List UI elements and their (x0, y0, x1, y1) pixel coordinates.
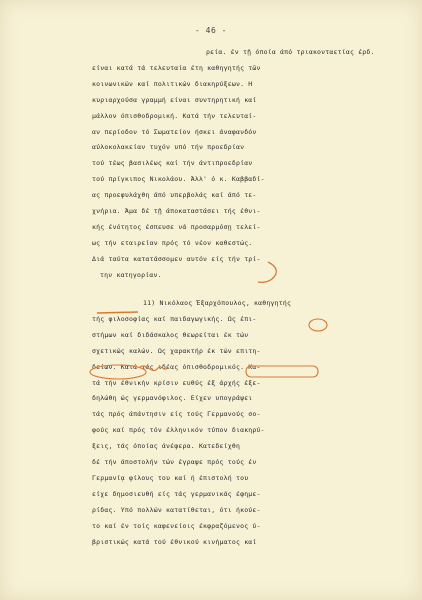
text-line: 11) Νικόλαος Έξαρχόπουλος, καθηγητής (143, 299, 292, 307)
text-line: είχε δημοσιευθή είς τάς γερμανικάς έφημε- (92, 489, 261, 498)
text-line: δείων. Κατά τάς ιδέας όπισθοδρομικός. Κα- (92, 362, 261, 371)
text-line: ρεία. έν τῇ όποία άπό τριακονταετίας έρδ. (206, 48, 375, 56)
text-line: φούς καί πρός τόν έλληνικόν τύπον διακηρύ- (92, 426, 265, 435)
annotation-circle-1 (309, 319, 327, 331)
page-number: - 46 - (195, 26, 227, 35)
text-line: τάς πρός άπάντησιν είς τούς Γερμανούς σο- (92, 410, 261, 419)
text-line: σχετικώς καλών. Ως χαρακτήρ έκ τών επιτη- (92, 346, 261, 355)
text-line: κής ένότητος έσπευσε νά προσαρμόσῃ τελεί- (92, 222, 261, 231)
text-line: ξεις, τάς όποίας άνέφερα. Κατεδείχθη (92, 442, 241, 451)
text-line: τά τήν έθνικήν κρίσιν ευθύς έξ άρχής έξε- (92, 378, 261, 387)
text-line: κοινωνικών καί πολιτικών διακηρύξεων. Η (92, 79, 253, 88)
text-line: αν περίοδον τό Σωματείον ήσκει άναφανδόν (92, 127, 257, 136)
text-line: χνήρια. Άμα δέ τῇ άποκαταστάσει τής έθνι- (92, 207, 261, 215)
text-line: την κατηγορίαν. (100, 270, 162, 279)
text-line: τής φιλοσοφίας καί παιδαγωγικής. Ως έπι- (92, 314, 257, 323)
text-line: τού τέως βασιλέως καί τήν άντιπροεδρίαν (92, 159, 253, 168)
text-line: μάλλον όπισθοδρομική. Κατά τήν τελευταί- (92, 111, 257, 120)
text-line: το καί έν τοίς καφενείοις έκφραζόμενος ύ- (92, 521, 261, 530)
text-line: είναι κατά τά τελευταία έτη καθηγητής τῶν (92, 63, 261, 72)
text-line: κυριαρχούσα γραμμή είναι συντηρητική καί (92, 95, 257, 104)
text-line: ας προεφυλάχθη άπό υπερβολάς καί άπό τε- (92, 191, 257, 200)
text-line: δηλώθη ώς γερμανόφιλος. Είχεν υπογράψει (92, 394, 253, 403)
text-line: βριστικώς κατά τού έθνικού κινήματος καί (92, 537, 257, 546)
text-line: δέ τήν άποστολήν τών έγραψε πρός τούς έν (92, 458, 257, 466)
text-line: αύλοκολακείαν τυχόν υπό τήν προεδρίαν (92, 143, 245, 152)
text-line: ως τήν εταιρείαν πρός τό νέον καθεστώς. (92, 238, 253, 247)
text-line: Γερμανίᾳ φίλους του καί ή έπιστολή του (92, 473, 249, 482)
annotation-underline (97, 312, 138, 313)
text-line: Διά ταύτα κατατάσσομεν αυτόν είς τήν τρί- (92, 254, 261, 263)
text-line: τού πρίγκιπος Νικολάου. Άλλ' ό κ. Καββαδί- (92, 175, 265, 184)
text-line: ρίδας. Υπό πολλών κατατίθεται, ότι ήκούε- (92, 505, 261, 514)
annotation-bracket (258, 262, 276, 282)
text-line: στήμων καί διδάσκαλος θεωρείται έκ τών (92, 330, 249, 339)
